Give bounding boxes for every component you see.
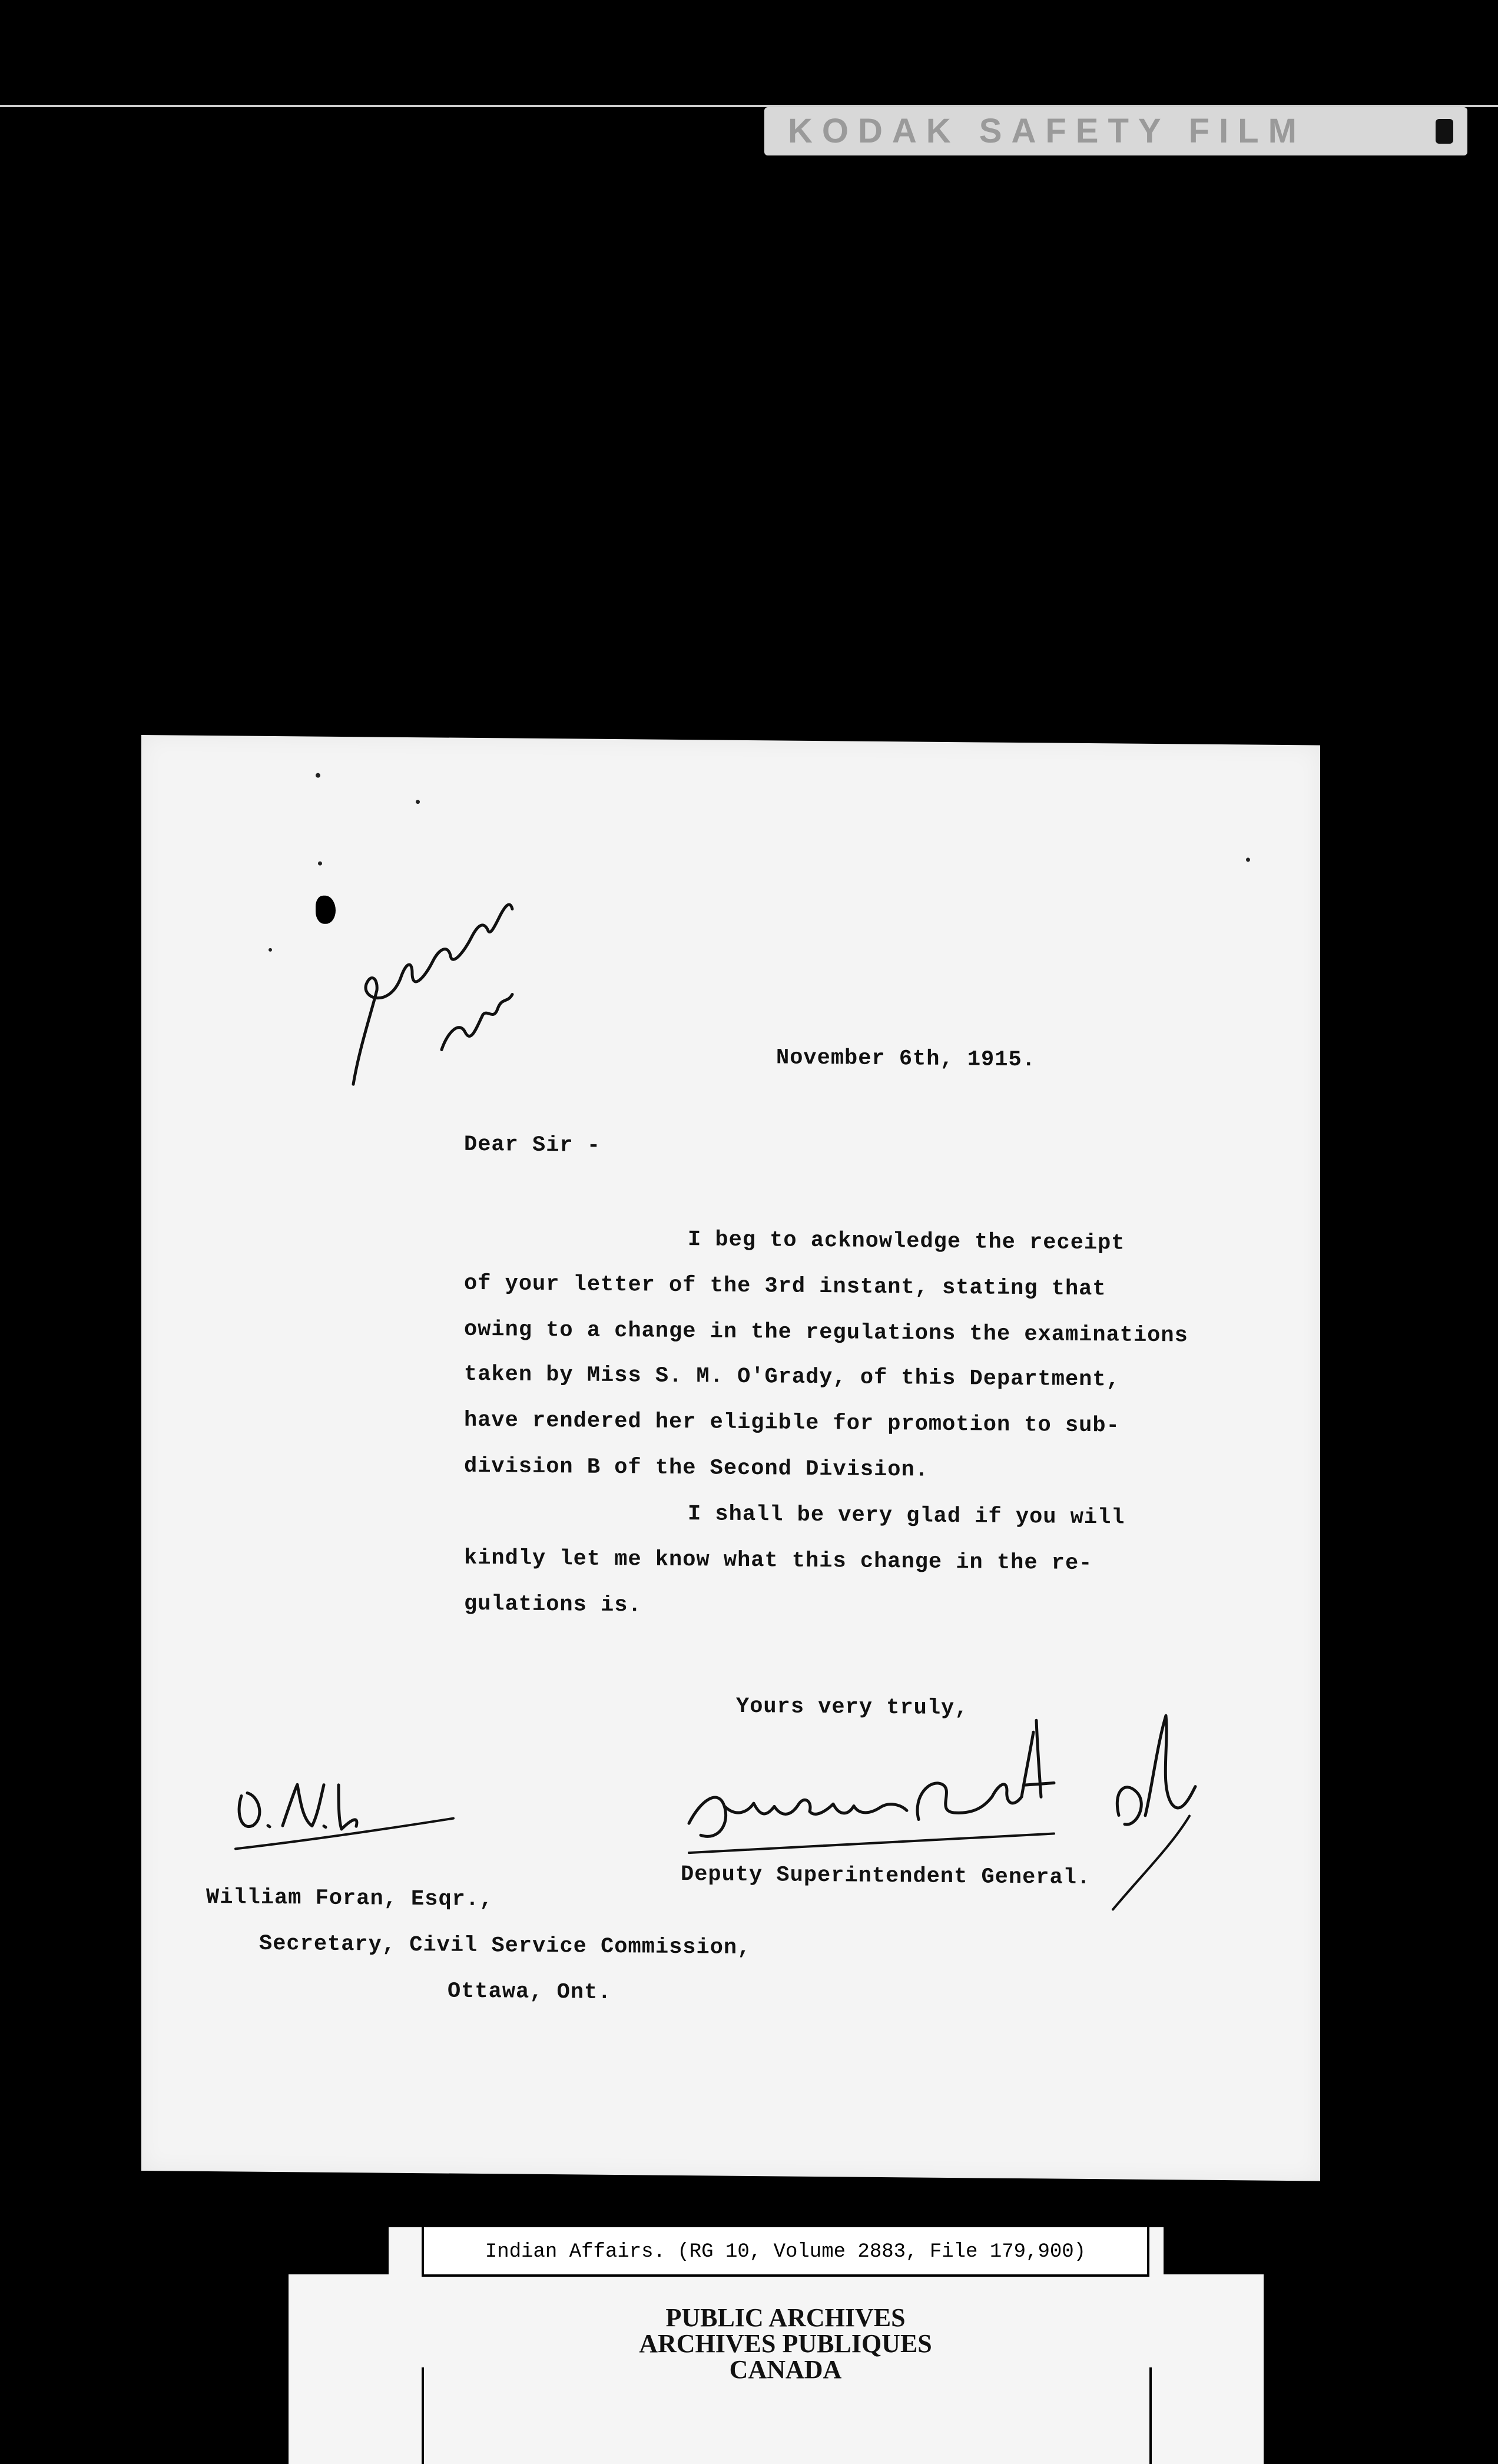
letter-page [141,735,1320,2181]
archive-source-reference: Indian Affairs. (RG 10, Volume 2883, File 179,900) [422,2227,1149,2277]
signer-title: Deputy Superintendent General. [681,1862,1091,1891]
recipient-city: Ottawa, Ont. [448,1979,612,2005]
letter-body-line: have rendered her eligible for promotion to sub- [464,1407,1120,1439]
letter-body-line: owing to a change in the regulations the examinations [464,1317,1188,1349]
archive-label-notch [1164,2227,1264,2274]
letter-body-line: kindly let me know what this change in the re- [464,1545,1093,1577]
letter-body-line: I shall be very glad if you will [688,1502,1125,1531]
letter-body-line: gulations is. [464,1591,642,1618]
recipient-name: William Foran, Esqr., [206,1885,493,1913]
paper-speck [1246,857,1250,862]
film-edge-mark [1436,119,1453,144]
archive-label-notch [289,2227,389,2274]
film-edge-text: KODAK SAFETY FILM [788,112,1306,150]
film-edge-strip [764,107,1467,155]
letter-salutation: Dear Sir - [464,1132,601,1158]
handwritten-file-annotation [336,872,524,1098]
paper-speck [416,800,420,804]
paper-speck [316,773,320,778]
handwritten-initials-left [218,1760,465,1857]
archive-stamp-line-3: CANADA [729,2355,842,2384]
letter-body-line: I beg to acknowledge the receipt [688,1227,1125,1256]
letter-body-line: taken by Miss S. M. O'Grady, of this Department, [464,1362,1120,1393]
recipient-title: Secretary, Civil Service Commission, [259,1931,751,1961]
archive-stamp-line-1: PUBLIC ARCHIVES [665,2303,906,2332]
paper-hole-mark [316,896,336,924]
letter-date: November 6th, 1915. [776,1045,1036,1073]
paper-speck [269,948,272,952]
letter-body-line: of your letter of the 3rd instant, stating that [464,1271,1106,1302]
paper-speck [318,862,322,866]
archive-stamp-line-2: ARCHIVES PUBLIQUES [639,2329,932,2358]
letter-body-line: division B of the Second Division. [464,1453,929,1483]
letter-closing: Yours very truly, [736,1694,969,1721]
